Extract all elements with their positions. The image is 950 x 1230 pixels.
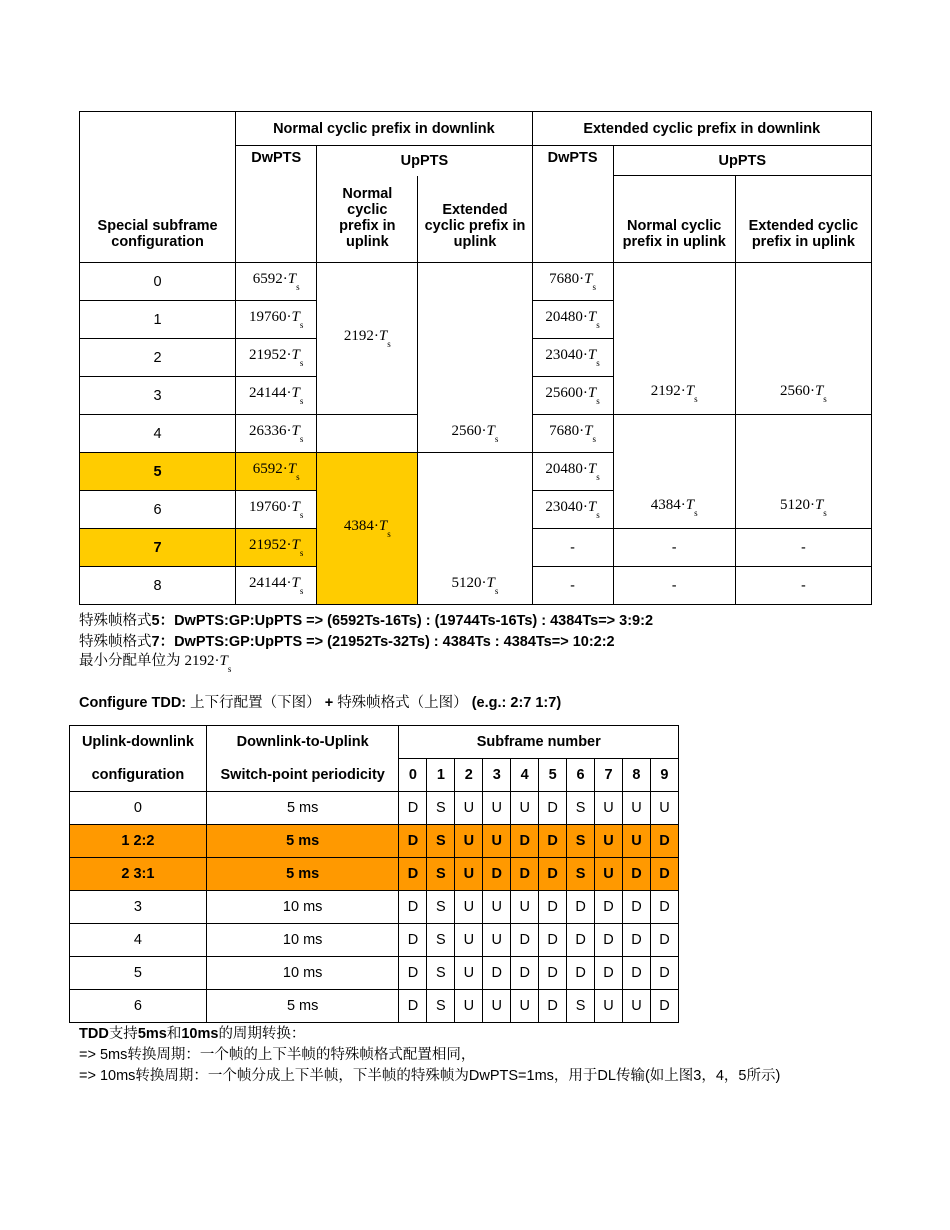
subframe-type: D — [483, 957, 511, 990]
subframe-type: D — [511, 858, 539, 891]
subframe-type: D — [622, 957, 650, 990]
subframe-type: D — [399, 990, 427, 1023]
subframe-type: S — [427, 792, 455, 825]
note-configure-tdd: Configure TDD: 上下行配置（下图） + 特殊帧格式（上图） (e.g.: 2:7 1:7) — [79, 695, 562, 711]
header-normal-cp-downlink: Normal cyclic prefix in downlink — [236, 112, 532, 146]
ts-value: $20480\cdot T_s$ — [545, 461, 600, 482]
subframe-type: D — [399, 858, 427, 891]
subframe-type: D — [595, 891, 623, 924]
subframe-index: 1 — [427, 759, 455, 792]
subframe-type: D — [650, 990, 678, 1023]
table-row — [80, 263, 872, 301]
header-subframe-number: Subframe number — [399, 726, 679, 759]
switch-period: 5 ms — [206, 990, 399, 1023]
subframe-type: S — [427, 825, 455, 858]
ts-value: $24144\cdot T_s$ — [249, 575, 304, 596]
subframe-type: U — [455, 990, 483, 1023]
footer-line-3: => 10ms转换周期：一个帧分成上下半帧，下半帧的特殊帧为DwPTS=1ms，用于DL传输(如上图3，4，5所示) — [79, 1068, 781, 1084]
subframe-type: D — [650, 825, 678, 858]
subframe-type: S — [427, 858, 455, 891]
header-ncp-extended-uplink: Extended cyclic prefix in uplink — [418, 176, 532, 263]
ts-value: $24144\cdot T_s$ — [249, 385, 304, 406]
switch-period: 10 ms — [206, 891, 399, 924]
subframe-type: D — [595, 924, 623, 957]
header-period-2: Switch-point periodicity — [206, 759, 399, 792]
ul-dl-config: 4 — [70, 924, 207, 957]
subframe-type: D — [622, 858, 650, 891]
subframe-type: U — [622, 825, 650, 858]
subframe-type: S — [427, 990, 455, 1023]
ts-value: $7680\cdot T_s$ — [549, 423, 597, 444]
subframe-type: D — [567, 891, 595, 924]
header-ecp-extended-uplink: Extended cyclic prefix in uplink — [735, 176, 871, 263]
subframe-type: D — [399, 957, 427, 990]
subframe-type: U — [455, 858, 483, 891]
table-row — [70, 990, 679, 1023]
header-ecp-dwpts: DwPTS — [532, 146, 613, 263]
ts-value: $23040\cdot T_s$ — [545, 347, 600, 368]
subframe-type: D — [483, 858, 511, 891]
subframe-type: D — [539, 891, 567, 924]
subframe-type: D — [622, 891, 650, 924]
ts-value: $19760\cdot T_s$ — [249, 309, 304, 330]
ts-value: $5120\cdot T_s$ — [451, 575, 499, 596]
note-format-7: 特殊帧格式7：DwPTS:GP:UpPTS => (21952Ts-32Ts) : 4384Ts : 4384Ts=> 10:2:2 — [79, 634, 615, 650]
ts-value: $21952\cdot T_s$ — [249, 347, 304, 368]
ts-value: $5120\cdot T_s$ — [779, 497, 827, 518]
subframe-type: U — [622, 792, 650, 825]
ts-value: $7680\cdot T_s$ — [549, 271, 597, 292]
subframe-type: D — [399, 825, 427, 858]
subframe-type: D — [595, 957, 623, 990]
subframe-type: D — [539, 990, 567, 1023]
subframe-type: U — [483, 924, 511, 957]
header-special-subframe-config: Special subframe configuration — [80, 112, 236, 263]
subframe-type: U — [595, 792, 623, 825]
ts-value: $2192\cdot T_s$ — [650, 383, 698, 404]
subframe-type: D — [399, 792, 427, 825]
ts-value: $20480\cdot T_s$ — [545, 309, 600, 330]
header-extended-cp-downlink: Extended cyclic prefix in downlink — [532, 112, 871, 146]
subframe-type: S — [567, 858, 595, 891]
subframe-index: 6 — [567, 759, 595, 792]
subframe-type: S — [427, 924, 455, 957]
subframe-type: U — [483, 990, 511, 1023]
ts-value: $19760\cdot T_s$ — [249, 499, 304, 520]
ul-dl-config: 2 3:1 — [70, 858, 207, 891]
ts-value: $21952\cdot T_s$ — [249, 537, 304, 558]
header-ncp-uppts: UpPTS — [317, 146, 532, 176]
ts-value: $6592\cdot T_s$ — [252, 461, 300, 482]
table-row — [70, 957, 679, 990]
header-period-1: Downlink-to-Uplink — [206, 726, 399, 759]
note-min-unit: 最小分配单位为 $2192\cdot T_s$ — [79, 653, 232, 674]
config-number: 8 — [80, 567, 236, 605]
subframe-type: S — [427, 891, 455, 924]
special-subframe-table — [79, 111, 872, 605]
ul-dl-config: 1 2:2 — [70, 825, 207, 858]
subframe-type: D — [650, 858, 678, 891]
subframe-type: U — [595, 825, 623, 858]
subframe-type: U — [650, 792, 678, 825]
subframe-type: S — [567, 825, 595, 858]
subframe-type: D — [399, 924, 427, 957]
switch-period: 10 ms — [206, 924, 399, 957]
subframe-type: D — [539, 957, 567, 990]
subframe-type: D — [539, 825, 567, 858]
ul-dl-config: 6 — [70, 990, 207, 1023]
subframe-type: U — [483, 891, 511, 924]
subframe-index: 7 — [595, 759, 623, 792]
subframe-type: D — [511, 924, 539, 957]
config-number: 0 — [80, 263, 236, 301]
config-number: 5 — [80, 453, 236, 491]
subframe-type: D — [539, 858, 567, 891]
ts-value: $4384\cdot T_s$ — [343, 518, 391, 539]
config-number: 4 — [80, 415, 236, 453]
subframe-type: D — [511, 825, 539, 858]
subframe-index: 0 — [399, 759, 427, 792]
config-number: 7 — [80, 529, 236, 567]
dash-cell: - — [613, 567, 735, 605]
subframe-type: D — [539, 924, 567, 957]
table-row — [70, 891, 679, 924]
subframe-type: U — [511, 891, 539, 924]
subframe-type: D — [650, 924, 678, 957]
dash-cell: - — [532, 529, 613, 567]
subframe-type: S — [567, 792, 595, 825]
subframe-index: 2 — [455, 759, 483, 792]
subframe-type: U — [595, 858, 623, 891]
subframe-type: U — [455, 924, 483, 957]
subframe-index: 3 — [483, 759, 511, 792]
table-row — [70, 924, 679, 957]
switch-period: 5 ms — [206, 825, 399, 858]
subframe-type: D — [511, 957, 539, 990]
subframe-type: U — [483, 792, 511, 825]
footer-line-1: TDD支持5ms和10ms的周期转换： — [79, 1026, 306, 1042]
subframe-type: U — [622, 990, 650, 1023]
subframe-index: 5 — [539, 759, 567, 792]
header-ul-dl-1: Uplink-downlink — [70, 726, 207, 759]
header-ncp-dwpts: DwPTS — [236, 146, 317, 263]
uplink-downlink-config-table — [69, 725, 679, 1023]
table-row — [70, 792, 679, 825]
ts-value: $2560\cdot T_s$ — [451, 423, 499, 444]
config-number: 6 — [80, 491, 236, 529]
dash-cell: - — [735, 529, 871, 567]
note-format-5: 特殊帧格式5：DwPTS:GP:UpPTS => (6592Ts-16Ts) : (19744Ts-16Ts) : 4384Ts=> 3:9:2 — [79, 613, 654, 629]
header-ncp-normal-uplink: Normal cyclic prefix in uplink — [317, 176, 418, 263]
subframe-type: D — [622, 924, 650, 957]
ul-dl-config: 0 — [70, 792, 207, 825]
subframe-type: D — [567, 924, 595, 957]
ts-value: $25600\cdot T_s$ — [545, 385, 600, 406]
subframe-type: U — [455, 825, 483, 858]
subframe-type: U — [511, 792, 539, 825]
ts-value: $2192\cdot T_s$ — [343, 328, 391, 349]
subframe-type: U — [483, 825, 511, 858]
subframe-type: S — [567, 990, 595, 1023]
config-number: 3 — [80, 377, 236, 415]
ts-value: $23040\cdot T_s$ — [545, 499, 600, 520]
config-number: 2 — [80, 339, 236, 377]
header-ul-dl-2: configuration — [70, 759, 207, 792]
subframe-type: D — [539, 792, 567, 825]
config-number: 1 — [80, 301, 236, 339]
switch-period: 10 ms — [206, 957, 399, 990]
subframe-type: D — [650, 957, 678, 990]
ts-value: $6592\cdot T_s$ — [252, 271, 300, 292]
ul-dl-config: 3 — [70, 891, 207, 924]
subframe-index: 8 — [622, 759, 650, 792]
subframe-type: U — [595, 990, 623, 1023]
ts-value: $4384\cdot T_s$ — [650, 497, 698, 518]
subframe-type: U — [455, 891, 483, 924]
switch-period: 5 ms — [206, 858, 399, 891]
dash-cell: - — [532, 567, 613, 605]
footer-line-2: => 5ms转换周期：一个帧的上下半帧的特殊帧格式配置相同， — [79, 1047, 476, 1063]
table-row — [70, 858, 679, 891]
header-ecp-normal-uplink: Normal cyclic prefix in uplink — [613, 176, 735, 263]
ul-dl-config: 5 — [70, 957, 207, 990]
subframe-type: D — [567, 957, 595, 990]
header-ecp-uppts: UpPTS — [613, 146, 871, 176]
ts-value: $26336\cdot T_s$ — [249, 423, 304, 444]
subframe-index: 4 — [511, 759, 539, 792]
subframe-type: U — [511, 990, 539, 1023]
subframe-type: U — [455, 957, 483, 990]
dash-cell: - — [735, 567, 871, 605]
subframe-type: U — [455, 792, 483, 825]
subframe-type: S — [427, 957, 455, 990]
dash-cell: - — [613, 529, 735, 567]
ts-value: $2560\cdot T_s$ — [779, 383, 827, 404]
subframe-type: D — [650, 891, 678, 924]
table-row — [70, 825, 679, 858]
subframe-type: D — [399, 891, 427, 924]
switch-period: 5 ms — [206, 792, 399, 825]
subframe-index: 9 — [650, 759, 678, 792]
